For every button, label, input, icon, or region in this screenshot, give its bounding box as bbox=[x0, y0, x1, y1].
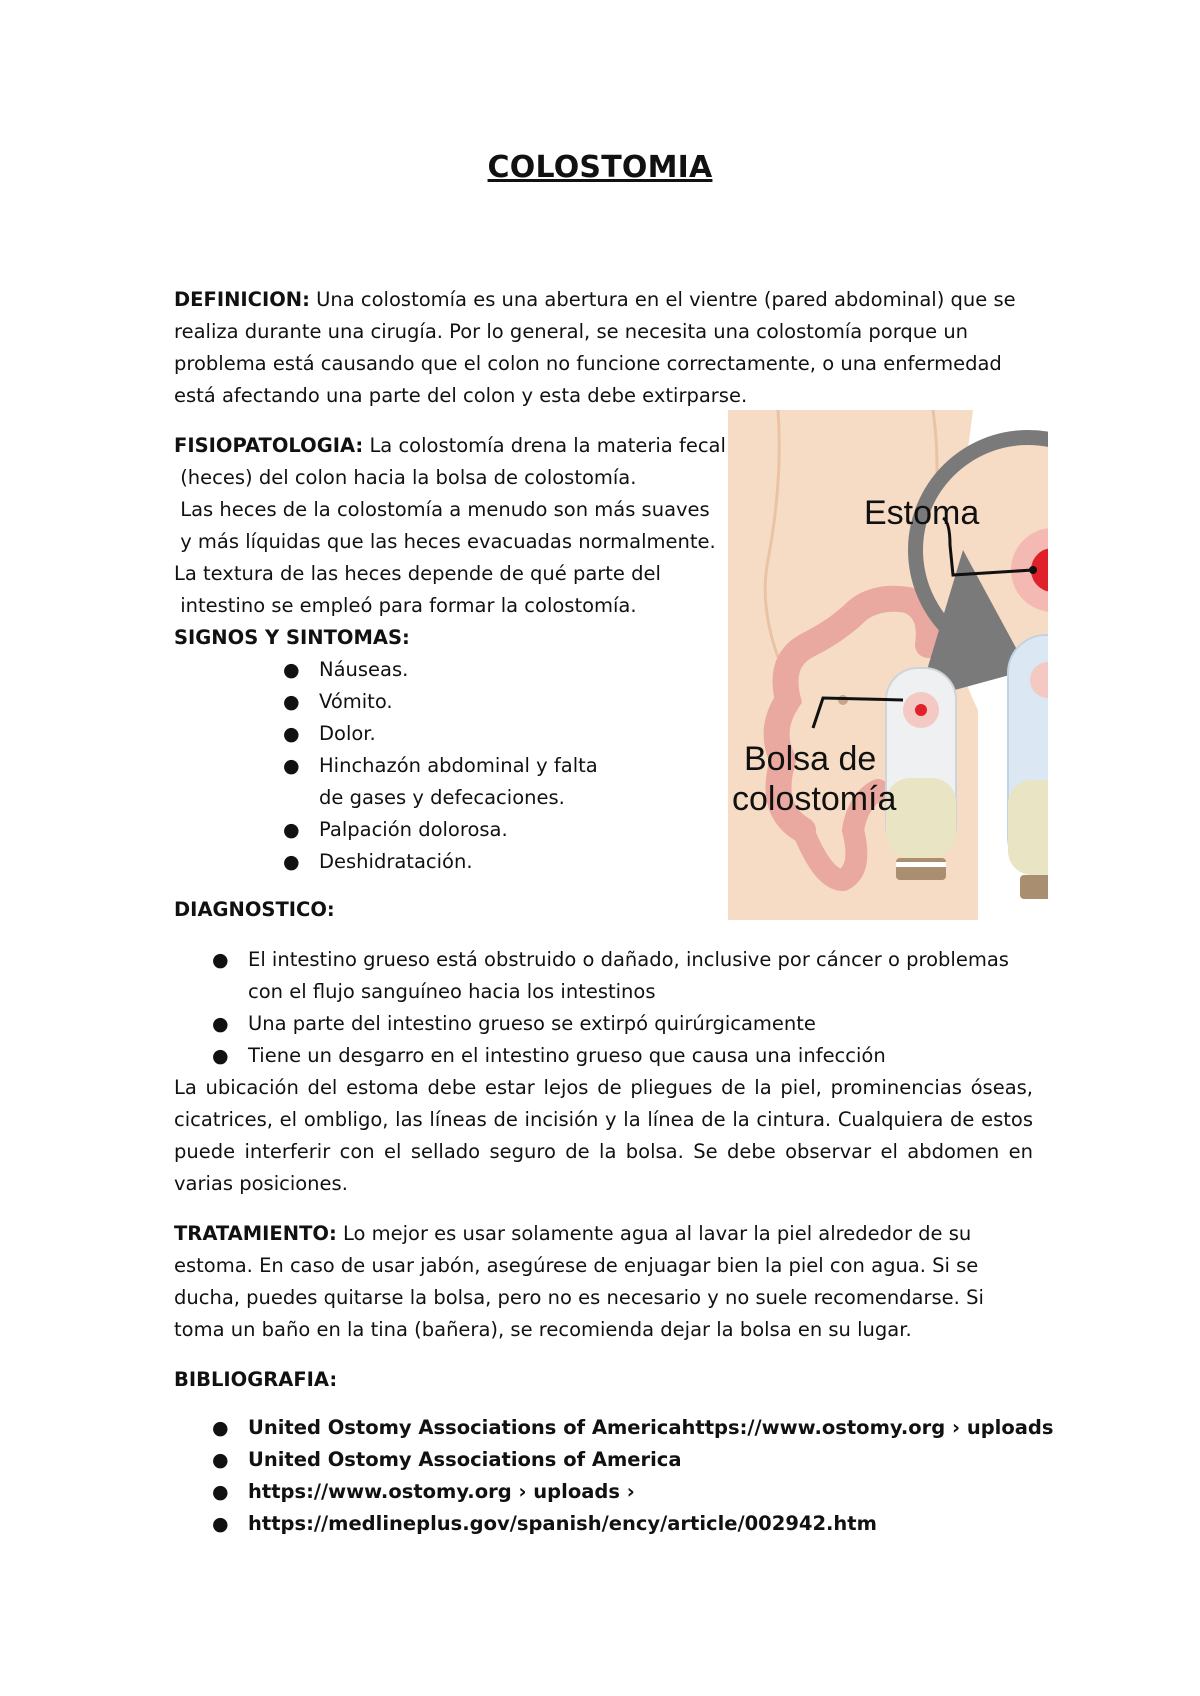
definicion-line: problema está causando que el colon no funcione correctamente, o una enfermedad bbox=[174, 352, 1002, 375]
list-item: ● Dolor. bbox=[319, 718, 679, 750]
tratamiento-line: estoma. En caso de usar jabón, asegúrese de enjuagar bien la piel con agua. Si se bbox=[174, 1254, 979, 1277]
list-item: ● Náuseas. bbox=[319, 654, 679, 686]
reference-text: https://www.ostomy.org › uploads › bbox=[248, 1480, 635, 1503]
bullet-icon: ● bbox=[212, 1481, 229, 1503]
fisiopatologia-line: Las heces de la colostomía a menudo son más suaves bbox=[174, 498, 710, 521]
tratamiento-line: ducha, puedes quitarse la bolsa, pero no es necesario y no suele recomendarse. Si bbox=[174, 1286, 984, 1309]
definicion-line: está afectando una parte del colon y esta debe extirparse. bbox=[174, 384, 748, 407]
tratamiento-line: toma un baño en la tina (bañera), se recomienda dejar la bolsa en su lugar. bbox=[174, 1318, 912, 1341]
bullet-icon: ● bbox=[212, 1417, 229, 1439]
fisiopatologia-line: La textura de las heces depende de qué parte del bbox=[174, 562, 661, 585]
diagnostico-paragraph: La ubicación del estoma debe estar lejos de pliegues de la piel, prominencias óseas, cicatrices, el ombligo, las líneas de incisión y la línea de la cintura. Cualquiera de estos puede interferir con el sellado seguro de la bolsa. Se debe observar el abdomen en varias posiciones. bbox=[174, 1076, 1033, 1195]
tratamiento-label: TRATAMIENTO: bbox=[174, 1222, 337, 1245]
fisiopatologia-line: intestino se empleó para formar la colostomía. bbox=[174, 594, 637, 617]
reference-text: United Ostomy Associations of America bbox=[248, 1448, 682, 1471]
fisiopatologia-section bbox=[174, 430, 734, 654]
bibliografia-label: BIBLIOGRAFIA: bbox=[174, 1368, 338, 1391]
bullet-icon: ● bbox=[283, 659, 300, 681]
list-item: ● Una parte del intestino grueso se extirpó quirúrgicamente bbox=[248, 1008, 1033, 1040]
definicion-section bbox=[174, 284, 1024, 412]
reference-text: https://medlineplus.gov/spanish/ency/article/002942.htm bbox=[248, 1512, 877, 1535]
bullet-icon: ● bbox=[283, 755, 300, 777]
bullet-icon: ● bbox=[283, 851, 300, 873]
list-item: ● Palpación dolorosa. bbox=[319, 814, 679, 846]
definicion-line: Una colostomía es una abertura en el vientre (pared abdominal) que se bbox=[316, 288, 1016, 311]
page-title: COLOSTOMIA bbox=[487, 150, 713, 185]
diagnostico-list bbox=[212, 944, 1033, 1072]
list-item: ● Vómito. bbox=[319, 686, 679, 718]
signos-list bbox=[283, 654, 679, 878]
fisiopatologia-line: y más líquidas que las heces evacuadas normalmente. bbox=[174, 530, 716, 553]
reference-text: United Ostomy Associations of Americahttps://www.ostomy.org › uploads bbox=[248, 1416, 1054, 1439]
bullet-icon: ● bbox=[212, 1045, 229, 1067]
fisiopatologia-label: FISIOPATOLOGIA: bbox=[174, 434, 364, 457]
list-item bbox=[212, 1508, 1048, 1540]
bullet-icon: ● bbox=[283, 723, 300, 745]
pouch-large-icon bbox=[1008, 635, 1048, 899]
fisiopatologia-line: (heces) del colon hacia la bolsa de colostomía. bbox=[174, 466, 637, 489]
bullet-icon: ● bbox=[212, 949, 229, 971]
definicion-label: DEFINICION: bbox=[174, 288, 310, 311]
bolsa-label-2: colostomía bbox=[732, 780, 897, 818]
signos-label: SIGNOS Y SINTOMAS: bbox=[174, 626, 410, 649]
bullet-icon: ● bbox=[212, 1013, 229, 1035]
fisiopatologia-line: La colostomía drena la materia fecal bbox=[369, 434, 726, 457]
diagnostico-label: DIAGNOSTICO: bbox=[174, 898, 335, 921]
tratamiento-section bbox=[174, 1218, 1024, 1346]
bullet-icon: ● bbox=[283, 819, 300, 841]
list-item bbox=[212, 1444, 1048, 1476]
bibliografia-list bbox=[212, 1412, 1054, 1540]
tratamiento-line: Lo mejor es usar solamente agua al lavar la piel alrededor de su bbox=[342, 1222, 972, 1245]
bullet-icon: ● bbox=[212, 1513, 229, 1535]
list-item: ● El intestino grueso está obstruido o dañado, inclusive por cáncer o problemas con el flujo sanguíneo hacia los intestinos bbox=[248, 944, 1033, 1008]
list-item bbox=[212, 1412, 1054, 1444]
definicion-line: realiza durante una cirugía. Por lo general, se necesita una colostomía porque un bbox=[174, 320, 969, 343]
list-item: ● Deshidratación. bbox=[319, 846, 679, 878]
colostomy-illustration bbox=[728, 410, 1048, 920]
list-item bbox=[212, 1476, 1048, 1508]
bullet-icon: ● bbox=[283, 691, 300, 713]
bolsa-label-1: Bolsa de bbox=[744, 740, 877, 778]
estoma-label: Estoma bbox=[864, 494, 980, 532]
list-item: ● Tiene un desgarro en el intestino grueso que causa una infección bbox=[248, 1040, 1033, 1072]
bullet-icon: ● bbox=[212, 1449, 229, 1471]
list-item: ● Hinchazón abdominal y falta de gases y defecaciones. bbox=[319, 750, 679, 814]
